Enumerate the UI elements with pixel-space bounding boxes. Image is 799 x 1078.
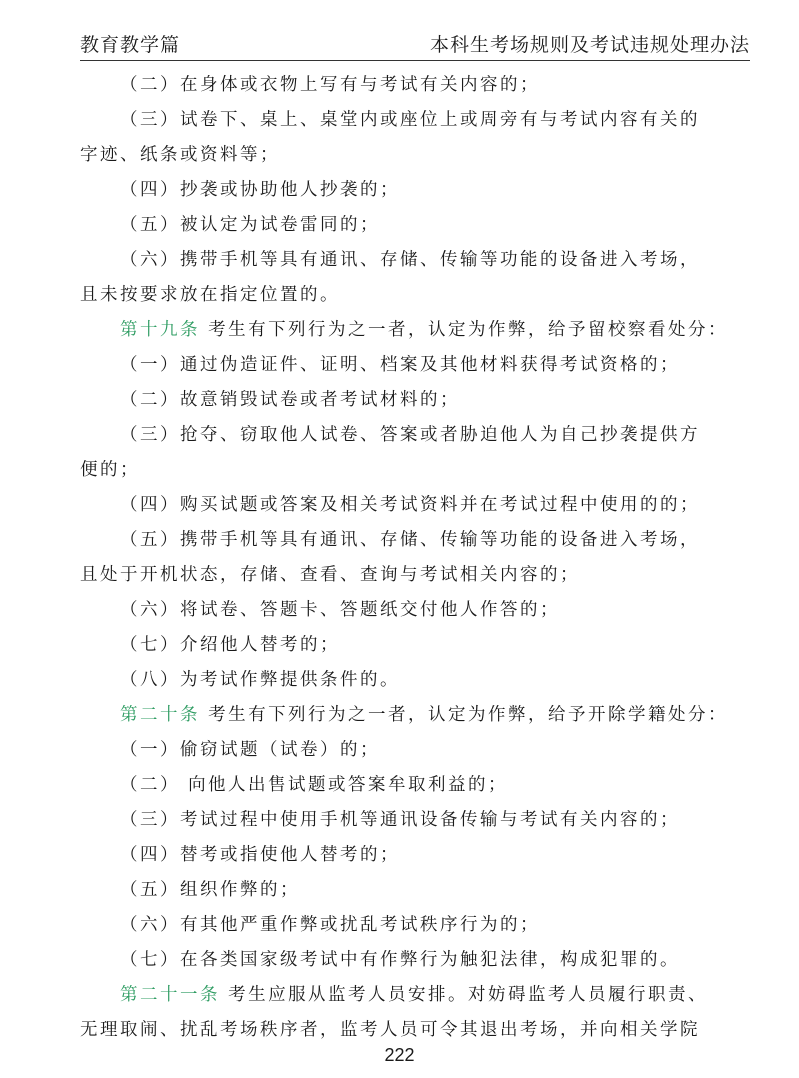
article-paragraph <box>80 980 755 1011</box>
list-item-continuation: 且处于开机状态，存储、查看、查询与考试相关内容的； <box>80 565 580 585</box>
article-paragraph <box>80 315 755 346</box>
list-item: （二）故意销毁试卷或者考试材料的； <box>120 390 460 410</box>
list-item: （八）为考试作弊提供条件的。 <box>120 670 400 690</box>
list-item: （四）购买试题或答案及相关考试资料并在考试过程中使用的的； <box>120 495 700 515</box>
list-item-continuation: 便的； <box>80 460 140 480</box>
list-item: （三）考试过程中使用手机等通讯设备传输与考试有关内容的； <box>120 810 680 830</box>
page-number: 222 <box>384 1045 415 1065</box>
document-body <box>80 70 755 1050</box>
list-item-continuation: 字迹、纸条或资料等； <box>80 145 280 165</box>
article-text: 考生有下列行为之一者，认定为作弊，给予开除学籍处分： <box>200 705 729 725</box>
list-item: （六）有其他严重作弊或扰乱考试秩序行为的； <box>120 915 540 935</box>
list-item-continuation: 无理取闹、扰乱考场秩序者，监考人员可令其退出考场，并向相关学院 <box>80 1020 700 1040</box>
list-item-continuation: 且未按要求放在指定位置的。 <box>80 285 340 305</box>
header-document-title: 本科生考场规则及考试违规处理办法 <box>429 34 750 56</box>
list-item: （五）被认定为试卷雷同的； <box>120 215 380 235</box>
article-label: 第十九条 <box>120 320 200 340</box>
list-item: （一）偷窃试题（试卷）的； <box>120 740 380 760</box>
list-item: （四）抄袭或协助他人抄袭的； <box>120 180 400 200</box>
header-section-title: 教育教学篇 <box>80 34 181 56</box>
list-item: （三）抢夺、窃取他人试卷、答案或者胁迫他人为自己抄袭提供方 <box>120 425 700 445</box>
page-header <box>80 28 750 61</box>
article-paragraph <box>80 700 755 731</box>
article-text: 考生应服从监考人员安排。对妨碍监考人员履行职责、 <box>220 985 709 1005</box>
list-item: （六）将试卷、答题卡、答题纸交付他人作答的； <box>120 600 560 620</box>
list-item: （二） 向他人出售试题或答案牟取利益的； <box>120 775 509 795</box>
list-item: （一）通过伪造证件、证明、档案及其他材料获得考试资格的； <box>120 355 680 375</box>
list-item: （三）试卷下、桌上、桌堂内或座位上或周旁有与考试内容有关的 <box>120 110 700 130</box>
list-item: （五）携带手机等具有通讯、存储、传输等功能的设备进入考场， <box>120 530 700 550</box>
article-label: 第二十一条 <box>120 985 220 1005</box>
article-text: 考生有下列行为之一者，认定为作弊，给予留校察看处分： <box>200 320 729 340</box>
list-item: （六）携带手机等具有通讯、存储、传输等功能的设备进入考场， <box>120 250 700 270</box>
list-item: （五）组织作弊的； <box>120 880 300 900</box>
list-item: （二）在身体或衣物上写有与考试有关内容的； <box>120 75 540 95</box>
list-item: （四）替考或指使他人替考的； <box>120 845 400 865</box>
list-item: （七）在各类国家级考试中有作弊行为触犯法律，构成犯罪的。 <box>120 950 680 970</box>
list-item: （七）介绍他人替考的； <box>120 635 340 655</box>
article-label: 第二十条 <box>120 705 200 725</box>
